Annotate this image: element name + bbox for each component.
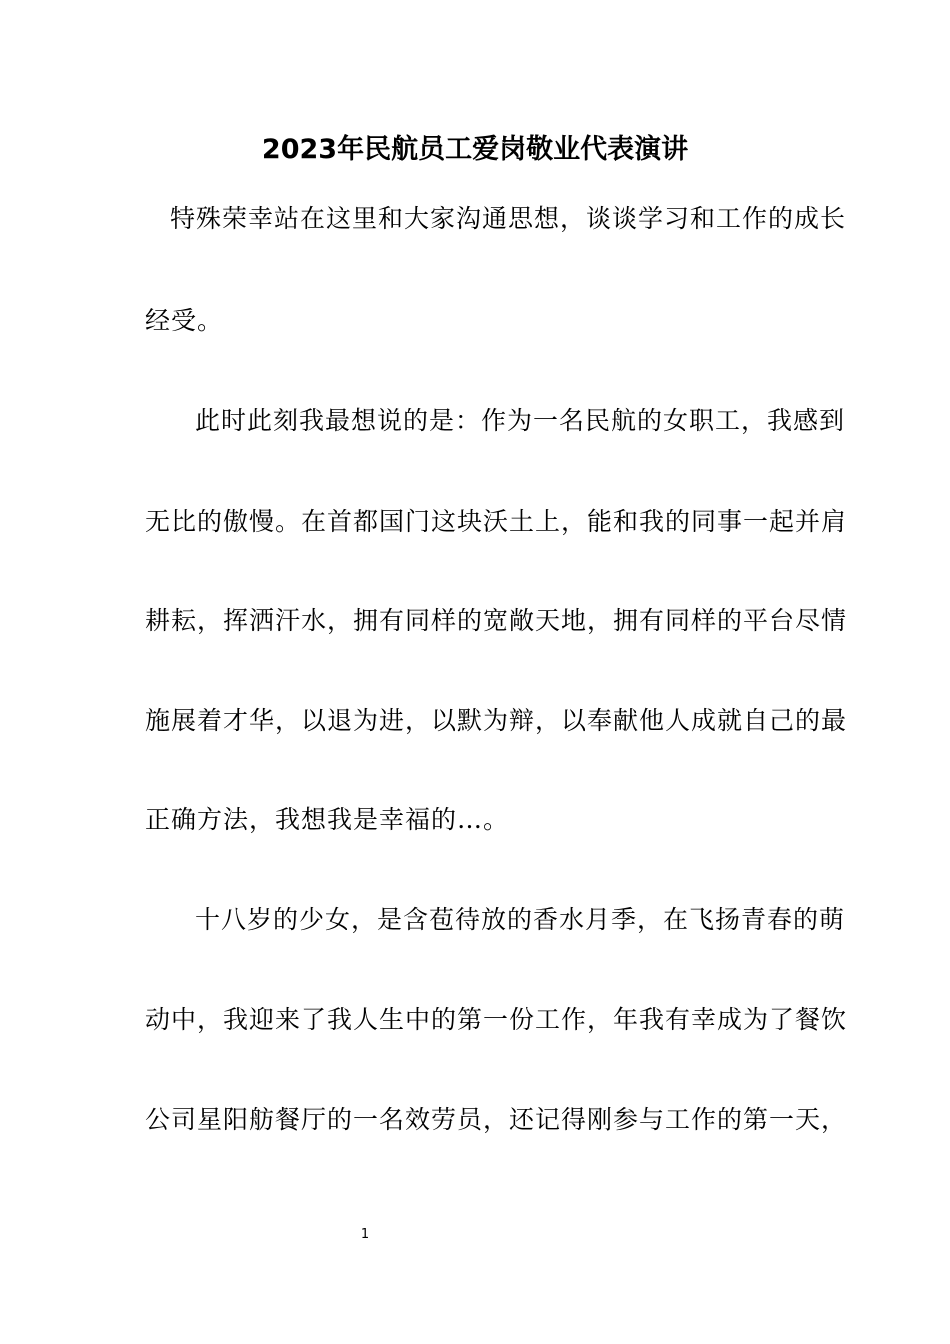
page-number: 1 <box>360 1227 370 1242</box>
document-title: 2023年民航员工爱岗敬业代表演讲 <box>261 134 689 165</box>
paragraph-line: 无比的傲慢。在首都国门这块沃土上，能和我的同事一起并肩 <box>145 507 848 536</box>
paragraph-line: 此时此刻我最想说的是：作为一名民航的女职工，我感到 <box>195 406 846 435</box>
paragraph-line: 动中，我迎来了我人生中的第一份工作，年我有幸成为了餐饮 <box>145 1005 848 1034</box>
paragraph-line: 公司星阳舫餐厅的一名效劳员，还记得刚参与工作的第一天， <box>145 1105 848 1134</box>
paragraph-line: 正确方法，我想我是幸福的…。 <box>145 805 510 834</box>
paragraph-line: 施展着才华，以退为进，以默为辩，以奉献他人成就自己的最 <box>145 706 848 735</box>
paragraph-line: 十八岁的少女，是含苞待放的香水月季，在飞扬青春的萌 <box>195 905 846 934</box>
paragraph-line: 经受。 <box>145 306 224 335</box>
paragraph-line: 特殊荣幸站在这里和大家沟通思想，谈谈学习和工作的成长 <box>170 204 847 233</box>
paragraph-line: 耕耘，挥洒汗水，拥有同样的宽敞天地，拥有同样的平台尽情 <box>145 606 848 635</box>
